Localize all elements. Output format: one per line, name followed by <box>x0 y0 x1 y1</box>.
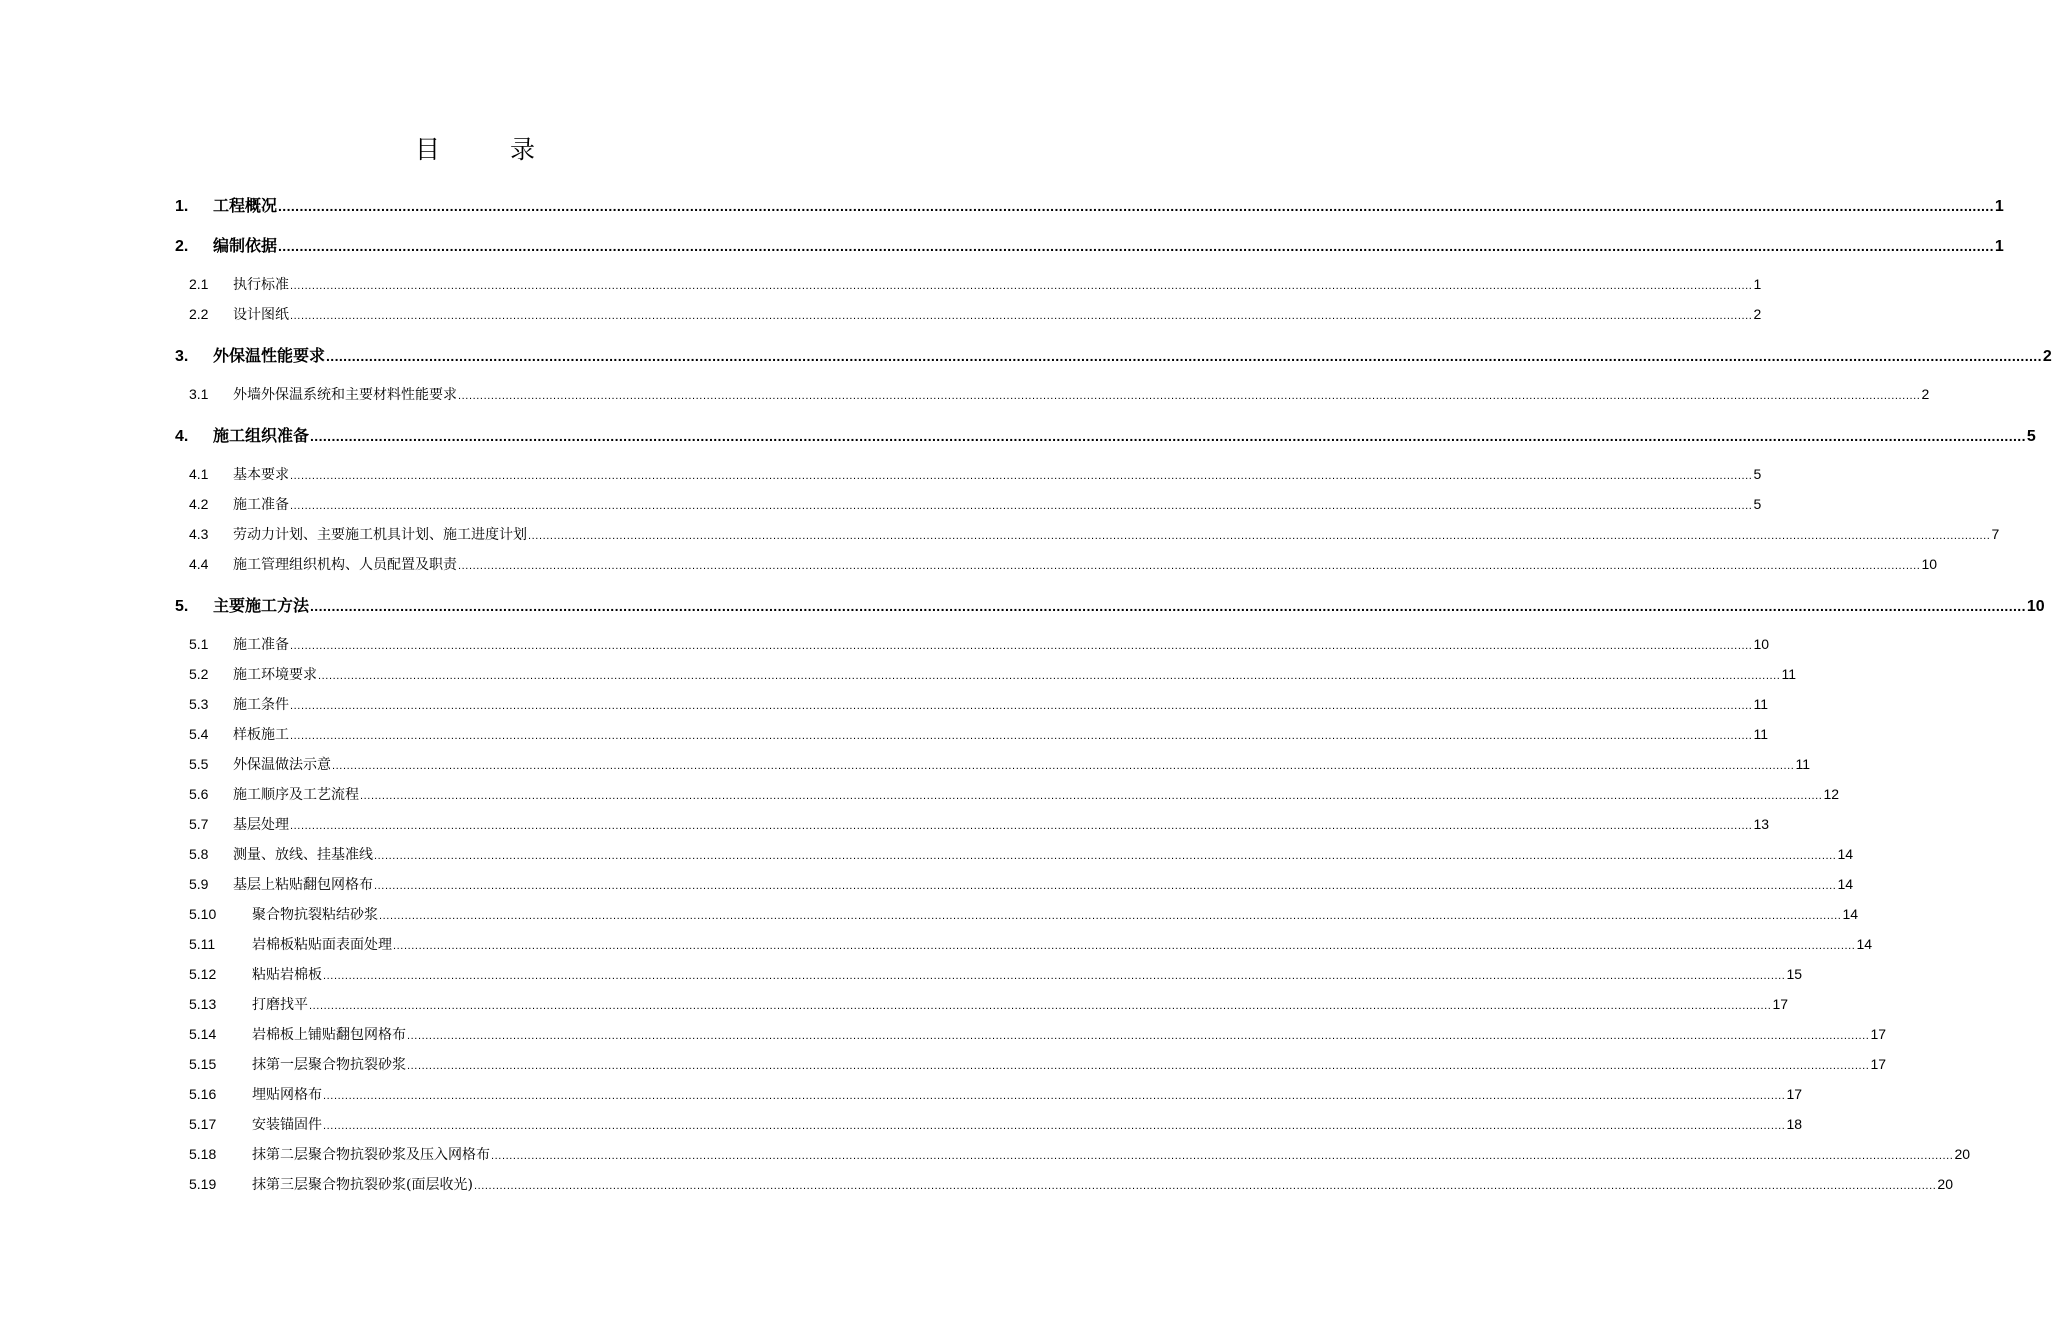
toc-entry-page-number: 11 <box>1753 696 1769 712</box>
toc-entry-label: 样板施工 <box>233 727 289 743</box>
toc-entry-page-number: 7 <box>1991 526 2000 542</box>
toc-entry-page-number: 5 <box>1753 466 1762 482</box>
toc-entry-number: 2. <box>175 238 189 255</box>
toc-entry[interactable] <box>175 724 1769 744</box>
toc-dot-leader: ................................................................................................................................................................................................................................................................................................................................................................................................................ <box>458 560 1921 572</box>
toc-entry-page-number: 10 <box>2026 598 2045 615</box>
toc-entry-label: 施工条件 <box>233 697 289 713</box>
toc-entry-number: 5.4 <box>189 726 209 742</box>
toc-entry-page-number: 14 <box>1842 906 1859 922</box>
toc-entry-page-number: 17 <box>1786 1086 1803 1102</box>
toc-entry-label: 抹第二层聚合物抗裂砂浆及压入网格布 <box>252 1147 490 1163</box>
toc-entry[interactable] <box>175 1114 1803 1134</box>
toc-entry-page-number: 11 <box>1795 756 1811 772</box>
toc-dot-leader: ................................................................................................................................................................................................................................................................................................................................................................................................................ <box>290 310 1753 322</box>
toc-entry-number: 4.3 <box>189 526 209 542</box>
toc-entry-label: 岩棉板上铺贴翻包网格布 <box>252 1027 406 1043</box>
toc-entry-number: 2.1 <box>189 276 209 292</box>
toc-entry-label: 施工组织准备 <box>213 426 310 445</box>
toc-entry[interactable] <box>175 1084 1803 1104</box>
toc-entry-label: 测量、放线、挂基准线 <box>233 847 373 863</box>
toc-entry-label: 外保温做法示意 <box>233 757 331 773</box>
toc-entry-number: 5.7 <box>189 816 209 832</box>
toc-entry-page-number: 17 <box>1870 1026 1887 1042</box>
toc-entry-page-number: 10 <box>1753 636 1770 652</box>
toc-dot-leader: ................................................................................................................................................................................................................................................................................................................................................................................................................ <box>290 700 1753 712</box>
toc-entry[interactable] <box>175 634 1770 654</box>
toc-entry-label: 劳动力计划、主要施工机具计划、施工进度计划 <box>233 527 527 543</box>
toc-dot-leader: ................................................................................................................................................................................................................................................................................................................................................................................................................ <box>326 348 2042 364</box>
toc-entry[interactable] <box>175 593 2045 615</box>
toc-entry-page-number: 12 <box>1823 786 1840 802</box>
toc-entry-label: 外保温性能要求 <box>213 346 326 365</box>
toc-entry-page-number: 17 <box>1870 1056 1887 1072</box>
toc-entry-number: 1. <box>175 198 189 215</box>
toc-dot-leader: ................................................................................................................................................................................................................................................................................................................................................................................................................ <box>290 470 1753 482</box>
toc-entry-page-number: 2 <box>2042 348 2052 365</box>
toc-title <box>0 133 950 167</box>
toc-entry-label: 设计图纸 <box>233 307 289 323</box>
toc-entry-page-number: 13 <box>1753 816 1770 832</box>
toc-entry-number: 5. <box>175 598 189 615</box>
toc-dot-leader: ................................................................................................................................................................................................................................................................................................................................................................................................................ <box>290 280 1753 292</box>
toc-entry-number: 5.1 <box>189 636 209 652</box>
toc-entry[interactable] <box>175 423 2036 445</box>
toc-entry-label: 执行标准 <box>233 277 289 293</box>
toc-dot-leader: ................................................................................................................................................................................................................................................................................................................................................................................................................ <box>491 1150 1954 1162</box>
toc-entry-label: 抹第一层聚合物抗裂砂浆 <box>252 1057 406 1073</box>
toc-entry-label: 施工顺序及工艺流程 <box>233 787 359 803</box>
toc-entry-page-number: 1 <box>1994 238 2004 255</box>
toc-entry[interactable] <box>175 554 1938 574</box>
toc-dot-leader: ................................................................................................................................................................................................................................................................................................................................................................................................................ <box>379 910 1842 922</box>
toc-title-part2: 录 <box>510 135 536 164</box>
toc-entry-page-number: 2 <box>1753 306 1762 322</box>
toc-entry-number: 5.8 <box>189 846 209 862</box>
toc-entry[interactable] <box>175 814 1770 834</box>
toc-entry-page-number: 20 <box>1937 1176 1953 1192</box>
toc-entry-page-number: 18 <box>1786 1116 1803 1132</box>
toc-dot-leader: ................................................................................................................................................................................................................................................................................................................................................................................................................ <box>458 390 1921 402</box>
toc-entry-number: 3. <box>175 348 189 365</box>
toc-entry-number: 5.12 <box>189 966 217 982</box>
toc-entry[interactable] <box>175 384 1930 404</box>
toc-dot-leader: ................................................................................................................................................................................................................................................................................................................................................................................................................ <box>323 1120 1786 1132</box>
toc-entry-number: 5.13 <box>189 996 217 1012</box>
toc-dot-leader: ................................................................................................................................................................................................................................................................................................................................................................................................................ <box>374 850 1837 862</box>
toc-entry[interactable] <box>175 343 2052 365</box>
toc-entry-page-number: 5 <box>1753 496 1762 512</box>
toc-dot-leader: ................................................................................................................................................................................................................................................................................................................................................................................................................ <box>309 1000 1772 1012</box>
toc-entry-number: 5.11 <box>189 936 216 952</box>
toc-dot-leader: ................................................................................................................................................................................................................................................................................................................................................................................................................ <box>290 820 1753 832</box>
toc-entry-number: 2.2 <box>189 306 209 322</box>
toc-entry-number: 5.10 <box>189 906 217 922</box>
toc-entry[interactable] <box>175 193 2004 215</box>
toc-entry-page-number: 11 <box>1781 666 1797 682</box>
toc-entry-page-number: 5 <box>2026 428 2036 445</box>
toc-entry[interactable] <box>175 494 1762 514</box>
toc-dot-leader: ................................................................................................................................................................................................................................................................................................................................................................................................................ <box>290 640 1753 652</box>
toc-entry-page-number: 14 <box>1856 936 1873 952</box>
toc-entry[interactable] <box>175 1174 1953 1194</box>
toc-entry-number: 5.17 <box>189 1116 217 1132</box>
toc-entry-label: 粘贴岩棉板 <box>252 967 322 983</box>
toc-entry[interactable] <box>175 233 2004 255</box>
toc-entry-page-number: 2 <box>1921 386 1930 402</box>
toc-entry-number: 4. <box>175 428 189 445</box>
toc-dot-leader: ................................................................................................................................................................................................................................................................................................................................................................................................................ <box>310 598 2026 614</box>
toc-entry-label: 打磨找平 <box>252 997 308 1013</box>
toc-dot-leader: ................................................................................................................................................................................................................................................................................................................................................................................................................ <box>323 1090 1786 1102</box>
toc-dot-leader: ................................................................................................................................................................................................................................................................................................................................................................................................................ <box>528 530 1991 542</box>
toc-dot-leader: ................................................................................................................................................................................................................................................................................................................................................................................................................ <box>473 1180 1937 1192</box>
toc-entry[interactable] <box>175 994 1789 1014</box>
toc-entry-label: 外墙外保温系统和主要材料性能要求 <box>233 387 457 403</box>
toc-entry-label: 施工管理组织机构、人员配置及职责 <box>233 557 457 573</box>
toc-entry-number: 5.6 <box>189 786 209 802</box>
toc-entry-label: 施工准备 <box>233 497 289 513</box>
toc-entry-label: 主要施工方法 <box>213 596 310 615</box>
toc-entry-label: 工程概况 <box>213 196 278 215</box>
toc-entry-number: 5.14 <box>189 1026 217 1042</box>
toc-entry-page-number: 1 <box>1994 198 2004 215</box>
toc-entry-number: 4.1 <box>189 466 209 482</box>
toc-entry-number: 3.1 <box>189 386 209 402</box>
toc-entry-label: 编制依据 <box>213 236 278 255</box>
toc-dot-leader: ................................................................................................................................................................................................................................................................................................................................................................................................................ <box>360 790 1823 802</box>
toc-entry-label: 抹第三层聚合物抗裂砂浆(面层收光) <box>252 1177 473 1193</box>
toc-entry[interactable] <box>175 784 1840 804</box>
toc-entry-number: 4.2 <box>189 496 209 512</box>
toc-entry-number: 5.3 <box>189 696 209 712</box>
toc-entry-label: 安装锚固件 <box>252 1117 322 1133</box>
toc-entry-page-number: 15 <box>1786 966 1803 982</box>
toc-entry-label: 聚合物抗裂粘结砂浆 <box>252 907 378 923</box>
toc-entry[interactable] <box>175 1024 1887 1044</box>
toc-entry[interactable] <box>175 664 1797 684</box>
toc-entry-page-number: 1 <box>1753 276 1762 292</box>
toc-dot-leader: ................................................................................................................................................................................................................................................................................................................................................................................................................ <box>407 1030 1870 1042</box>
toc-entry-label: 施工环境要求 <box>233 667 317 683</box>
toc-dot-leader: ................................................................................................................................................................................................................................................................................................................................................................................................................ <box>310 428 2026 444</box>
toc-entry-number: 5.16 <box>189 1086 217 1102</box>
toc-entry[interactable] <box>175 464 1762 484</box>
toc-entry[interactable] <box>175 304 1762 324</box>
toc-entry[interactable] <box>175 874 1854 894</box>
toc-entry-label: 基层处理 <box>233 817 289 833</box>
toc-entry-page-number: 17 <box>1772 996 1789 1012</box>
toc-entry-number: 5.9 <box>189 876 209 892</box>
toc-entry-number: 5.2 <box>189 666 209 682</box>
toc-dot-leader: ................................................................................................................................................................................................................................................................................................................................................................................................................ <box>407 1060 1870 1072</box>
toc-title-part1: 目 <box>414 135 440 164</box>
toc-entry-page-number: 14 <box>1837 876 1854 892</box>
toc-dot-leader: ................................................................................................................................................................................................................................................................................................................................................................................................................ <box>323 970 1786 982</box>
toc-entry-page-number: 10 <box>1921 556 1938 572</box>
toc-entry-page-number: 20 <box>1954 1146 1971 1162</box>
toc-entry[interactable] <box>175 1054 1887 1074</box>
toc-entry[interactable] <box>175 904 1859 924</box>
toc-entry-label: 施工准备 <box>233 637 289 653</box>
toc-entry[interactable] <box>175 694 1769 714</box>
toc-entry-label: 基层上粘贴翻包网格布 <box>233 877 373 893</box>
toc-dot-leader: ................................................................................................................................................................................................................................................................................................................................................................................................................ <box>278 238 1994 254</box>
toc-entry-number: 5.5 <box>189 756 209 772</box>
toc-dot-leader: ................................................................................................................................................................................................................................................................................................................................................................................................................ <box>318 670 1781 682</box>
toc-dot-leader: ................................................................................................................................................................................................................................................................................................................................................................................................................ <box>332 760 1795 772</box>
toc-entry[interactable] <box>175 754 1811 774</box>
toc-dot-leader: ................................................................................................................................................................................................................................................................................................................................................................................................................ <box>290 730 1753 742</box>
toc-entry-label: 岩棉板粘贴面表面处理 <box>252 937 392 953</box>
toc-entry-page-number: 11 <box>1753 726 1769 742</box>
toc-entry[interactable] <box>175 964 1803 984</box>
toc-entry-label: 埋贴网格布 <box>252 1087 322 1103</box>
toc-entry-label: 基本要求 <box>233 467 289 483</box>
toc-entry[interactable] <box>175 274 1762 294</box>
toc-entry[interactable] <box>175 844 1854 864</box>
toc-dot-leader: ................................................................................................................................................................................................................................................................................................................................................................................................................ <box>278 198 1994 214</box>
toc-entry-number: 5.19 <box>189 1176 217 1192</box>
toc-entry-page-number: 14 <box>1837 846 1854 862</box>
toc-entry-number: 5.15 <box>189 1056 217 1072</box>
toc-entry-number: 5.18 <box>189 1146 217 1162</box>
toc-dot-leader: ................................................................................................................................................................................................................................................................................................................................................................................................................ <box>290 500 1753 512</box>
toc-dot-leader: ................................................................................................................................................................................................................................................................................................................................................................................................................ <box>393 940 1856 952</box>
toc-entry[interactable] <box>175 934 1873 954</box>
toc-entry[interactable] <box>175 1144 1971 1164</box>
toc-entry-number: 4.4 <box>189 556 209 572</box>
toc-entry[interactable] <box>175 524 2000 544</box>
toc-dot-leader: ................................................................................................................................................................................................................................................................................................................................................................................................................ <box>374 880 1837 892</box>
